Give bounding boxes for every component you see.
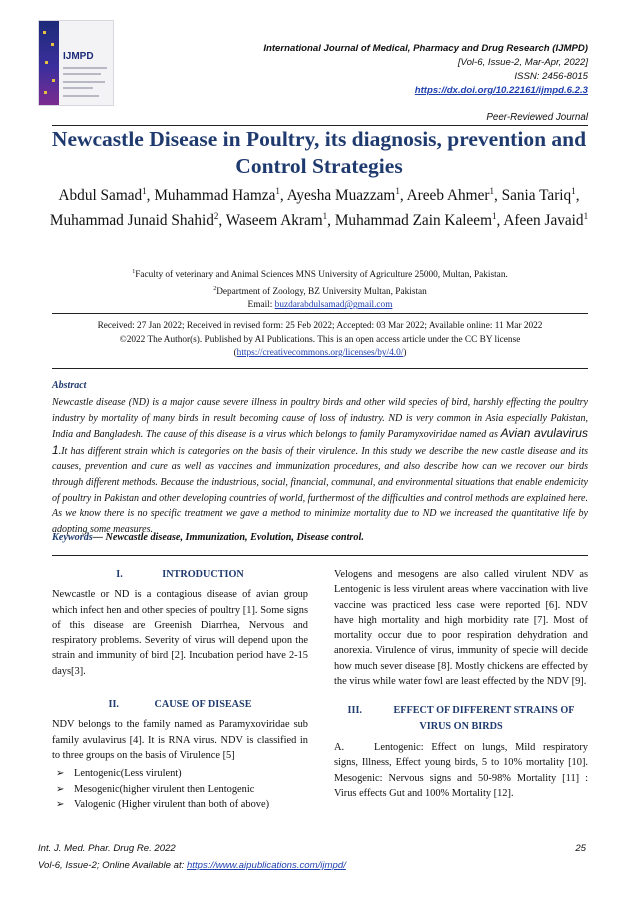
list-item: ➢ Lentogenic(Less virulent) [52, 766, 308, 781]
abstract-text: Newcastle disease (ND) is a major cause severe illness in poultry birds and other wild species of bird, harshly effecting the poultry industry by mortality of many birds in result becoming cause of loss of industry. ND is very common in Asia especially Pakistan, India and Bangladesh. The cause of this disease is a virus which belongs to family Paramyxoviridae named as Avian avulavirus 1.It has different strain which is categories on the basis of their virulence. In this study we describe the new castle disease and its causes, prevention and cure as well as vaccines and immunization procedures, and also describe how can we recover our birds through different methods. Because the industrious, social, financial, communal, and environmental situations that enable endemicity of poultry in Pakistan and other developing countries of world, furthermost of the difficulties and control methods are explained here. As we know there is no specific treatment we gave a method to minimize mortality due to ND we increased the quantitative life by adopting some measures. [52, 397, 588, 535]
footer-journal-link[interactable]: https://www.aipublications.com/ijmpd/ [186, 860, 346, 871]
abstract-heading: Abstract [52, 380, 87, 391]
footer-citation: Int. J. Med. Phar. Drug Re. 2022 [38, 843, 176, 854]
journal-logo [38, 20, 114, 106]
history-divider [52, 368, 588, 369]
author: Abdul Samad$^1$, [58, 186, 155, 205]
cause-paragraph: NDV belongs to the family named as Paramyxoviridae sub family avulavirus [4]. It is RNA virus. NDV is classified in to three groups on the basis of Virulence [5] [52, 719, 308, 761]
footer-availability: Vol-6, Issue-2; Online Available at: https://www.aipublications.com/ijmpd/ [38, 860, 346, 871]
species-name: Avian avulavirus 1 [52, 426, 588, 457]
right-column [334, 567, 588, 801]
journal-name: International Journal of Medical, Pharmacy and Drug Research (IJMPD) [263, 43, 588, 54]
section-heading-effects: III. EFFECT OF DIFFERENT STRAINS OF VIRUS ON BIRDS [347, 705, 575, 732]
keywords-divider [52, 555, 588, 556]
page-number: 25 [575, 843, 586, 854]
issn: ISSN: 2456-8015 [514, 71, 588, 82]
email-link[interactable]: buzdarabdulsamad@gmail.com [274, 300, 393, 311]
affiliation-2: $^2$Department of Zoology, BZ University Multan, Pakistan [213, 285, 427, 297]
license-line: (https://creativecommons.org/licenses/by/4.0/) [233, 348, 407, 358]
affil-divider [52, 313, 588, 314]
article-title: Newcastle Disease in Poultry, its diagnosis, prevention and Control Strategies [51, 127, 587, 178]
author: Muhammad Hamza$^1$, [154, 186, 287, 205]
effects-paragraph: A. Lentogenic: Effect on lungs, Mild respiratory signs, Illness, Effect young birds, 5 to 10% mortality [10]. Mesogenic: Nervous signs and 50-98% Mortality [11] : Virus effects Gut and 100% Mortality [12]. [334, 741, 588, 799]
author-list [40, 181, 598, 231]
author: Muhammad Junaid Shahid$^2$, [49, 211, 226, 230]
article-history [52, 320, 588, 361]
affiliations [52, 266, 588, 313]
virulence-list [52, 766, 308, 812]
peer-reviewed-label: Peer-Reviewed Journal [486, 112, 588, 123]
author: Ayesha Muazzam$^1$, [286, 186, 407, 205]
email-line: Email: buzdarabdulsamad@gmail.com [247, 300, 393, 311]
author: Areeb Ahmer$^1$, [406, 186, 502, 205]
affiliation-1: $^1$Faculty of veterinary and Animal Sciences MNS University of Agriculture 25000, Multan, Pakistan. [132, 269, 508, 281]
author: Waseem Akram$^1$, [225, 211, 335, 230]
received-dates: Received: 27 Jan 2022; Received in revised form: 25 Feb 2022; Accepted: 03 Mar 2022; Available online: 11 Mar 2022 [97, 321, 543, 331]
intro-paragraph: Newcastle or ND is a contagious disease of avian group which infect hen and other species of poultry [1]. Some signs of this disease are Greenish Diarrhea, Nervous and respiratory problems. Severity of virus will depend upon the strain and immunity of bird [2]. Incubation period have 2-15 days[3]. [52, 589, 308, 677]
left-column [52, 567, 308, 812]
volume-info: [Vol-6, Issue-2, Mar-Apr, 2022] [457, 57, 588, 68]
list-item: ➢ Mesogenic(higher virulent then Lentogenic [52, 782, 308, 797]
author: Sania Tariq$^1$, [501, 186, 580, 205]
copyright-line: ©2022 The Author(s). Published by AI Publications. This is an open access article under the CC BY license [119, 334, 521, 345]
logo-mark: IJMPD [63, 51, 94, 62]
velogens-paragraph: Velogens and mesogens are also called virulent NDV as Lentogenic is less virulent areas where vaccination with live vaccine was practiced less case were reported [6]. NDV have high mortality and high morbidity rate [7]. Most of mortality occur due to poor respiration dehydration and anorexia. Virulence of virus, immunity of specie will decide how much sever disease [8]. Mostly chickens are effected by the virus while water fowl are least effected by the NDV [9]. [334, 569, 588, 688]
list-item: ➢ Valogenic (Higher virulent than both of above) [52, 797, 308, 812]
license-link[interactable]: https://creativecommons.org/licenses/by/4.0/ [236, 348, 404, 358]
doi-link[interactable]: https://dx.doi.org/10.22161/ijmpd.6.2.3 [414, 85, 588, 96]
doi-link-wrap [415, 84, 588, 99]
section-heading-cause: II. CAUSE OF DISEASE [108, 699, 252, 711]
author: Afeen Javaid$^1$ [503, 211, 589, 230]
author: Muhammad Zain Kaleem$^1$, [334, 211, 504, 230]
section-heading-introduction: I. INTRODUCTION [116, 569, 244, 580]
keywords: Keywords— Newcastle disease, Immunization, Evolution, Disease control. [52, 532, 364, 543]
